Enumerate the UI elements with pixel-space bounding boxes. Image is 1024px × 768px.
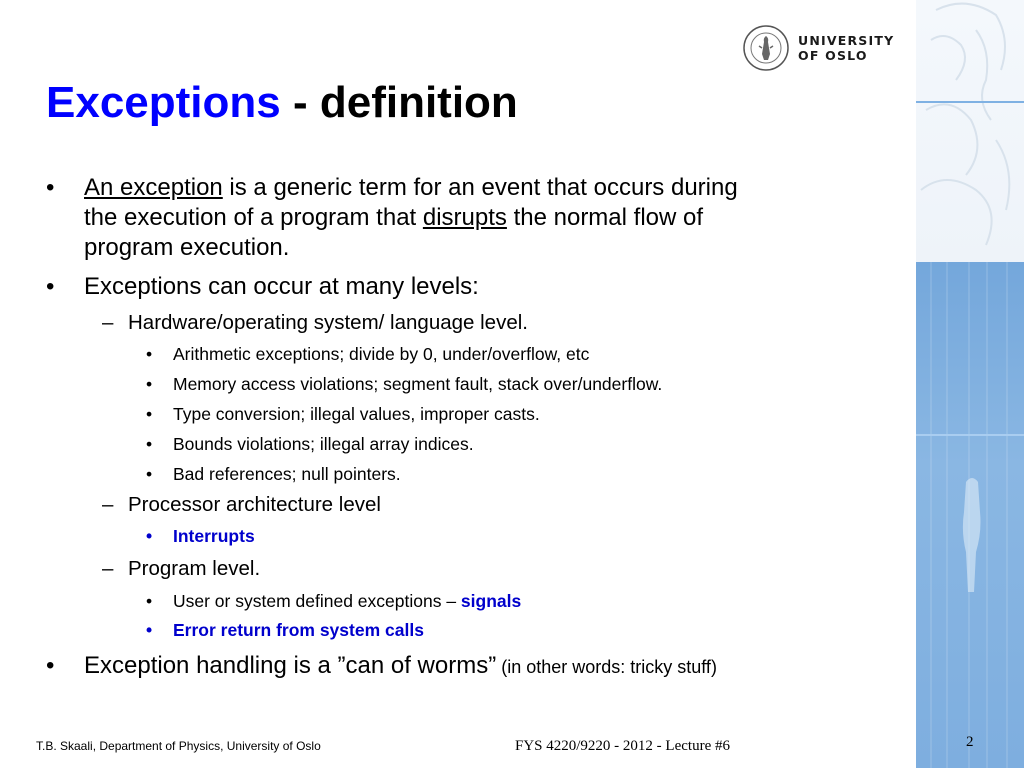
- list-item-signals: [173, 590, 521, 612]
- dash-marker: –: [102, 311, 114, 334]
- bullet-2: Exceptions can occur at many levels:: [84, 273, 479, 300]
- bullet-3-text: Exception handling is a ”can of worms”: [84, 652, 497, 679]
- title-rest: - definition: [280, 78, 518, 127]
- bullet-1-text: is a generic term for an event that occurs during: [222, 174, 738, 201]
- list-item: Type conversion; illegal values, improper casts.: [173, 404, 540, 424]
- list-item-text: User or system defined exceptions –: [173, 591, 461, 611]
- bullet-3-aside: (in other words: tricky stuff): [496, 657, 717, 677]
- university-name: [798, 33, 894, 63]
- university-logo: [742, 24, 894, 72]
- list-item-interrupts: Interrupts: [173, 526, 255, 546]
- university-name-line1: UNIVERSITY: [798, 33, 895, 48]
- list-item: Bad references; null pointers.: [173, 464, 401, 484]
- bullet-marker: •: [146, 344, 153, 364]
- page-number: 2: [966, 734, 974, 750]
- bullet-1-line-2: [84, 203, 703, 233]
- footer-course: FYS 4220/9220 - 2012 - Lecture #6: [515, 738, 730, 754]
- sub-bullet-hardware: Hardware/operating system/ language level.: [128, 311, 528, 334]
- decorative-side-panel-top: [916, 0, 1024, 262]
- list-item: Memory access violations; segment fault, stack over/underflow.: [173, 374, 663, 394]
- sub-bullet-processor: Processor architecture level: [128, 493, 381, 516]
- figure-silhouette: [916, 262, 1024, 768]
- bullet-3: [84, 651, 717, 682]
- term-disrupts: disrupts: [422, 204, 507, 231]
- title-highlight: Exceptions: [46, 78, 281, 127]
- bullet-marker: •: [146, 374, 153, 394]
- bullet-marker: •: [146, 591, 153, 611]
- dash-marker: –: [102, 557, 114, 580]
- bullet-marker: •: [146, 404, 153, 424]
- bullet-marker: •: [146, 620, 153, 640]
- list-item: Bounds violations; illegal array indices.: [173, 434, 474, 454]
- university-seal-icon: [742, 24, 790, 72]
- university-name-line2: OF OSLO: [798, 48, 868, 63]
- list-item-error-return: Error return from system calls: [173, 620, 424, 640]
- sub-bullet-program: Program level.: [128, 557, 261, 580]
- slide-title: [46, 78, 518, 128]
- footer-author: T.B. Skaali, Department of Physics, University of Oslo: [36, 739, 321, 753]
- bullet-marker: •: [46, 273, 55, 300]
- bullet-1-line-3: program execution.: [84, 234, 290, 261]
- decorative-side-panel-bottom: [916, 262, 1024, 768]
- bullet-marker: •: [146, 526, 153, 546]
- dash-marker: –: [102, 493, 114, 516]
- term-signals: signals: [460, 591, 522, 611]
- bullet-marker: •: [146, 434, 153, 454]
- bullet-1-text-2b: the normal flow of: [506, 204, 704, 231]
- term-exception: An exception: [84, 174, 223, 201]
- bullet-marker: •: [46, 174, 55, 201]
- bullet-marker: •: [146, 464, 153, 484]
- bullet-marker: •: [46, 652, 55, 679]
- statue-watermark: [916, 0, 1024, 262]
- bullet-1-line-1: [84, 173, 738, 203]
- list-item: Arithmetic exceptions; divide by 0, under/overflow, etc: [173, 344, 590, 364]
- bullet-1-text-2a: the execution of a program that: [84, 204, 423, 231]
